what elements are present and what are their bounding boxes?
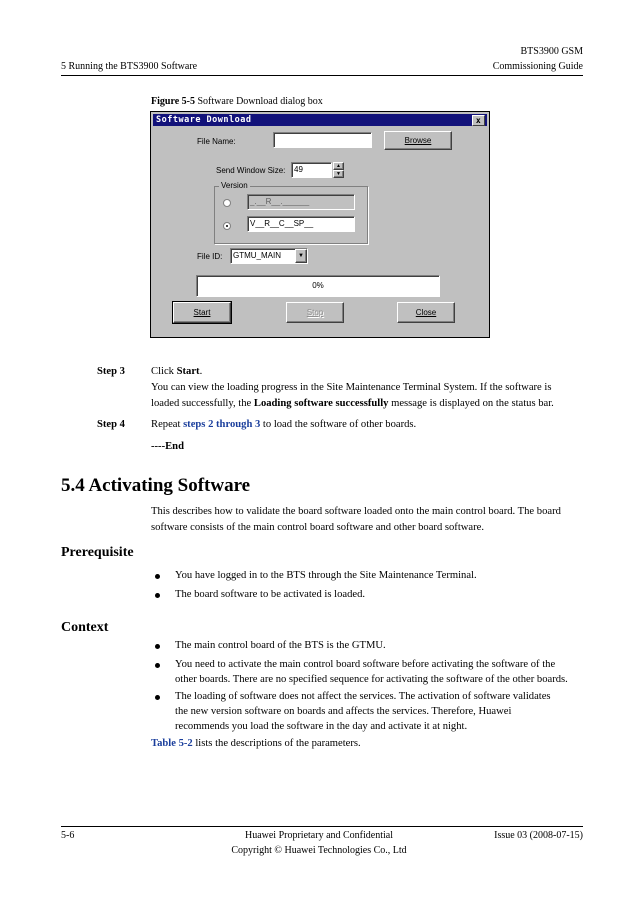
- step3-suffix: .: [199, 366, 203, 377]
- header-doc-title: Commissioning Guide: [492, 61, 583, 72]
- figure-caption-text: Software Download dialog box: [197, 96, 323, 107]
- version-group-label: Version: [221, 181, 248, 190]
- bullet-icon: [155, 663, 160, 668]
- send-window-size-label: Send Window Size:: [216, 166, 286, 175]
- section-intro-line2: software consists of the main control board software and other board software.: [151, 522, 485, 533]
- spin-down-button[interactable]: ▼: [333, 170, 344, 178]
- spin-up-button[interactable]: ▲: [333, 162, 344, 170]
- figure-label: Figure 5-5: [151, 96, 195, 107]
- send-window-size-value: 49: [294, 165, 303, 174]
- header-product: BTS3900 GSM: [520, 46, 583, 57]
- close-icon[interactable]: x: [472, 115, 485, 126]
- step4-prefix: Repeat: [151, 419, 184, 430]
- table-link[interactable]: Table 5-2: [151, 738, 193, 749]
- chevron-down-icon[interactable]: ▼: [295, 249, 307, 263]
- file-name-label: File Name:: [197, 137, 236, 146]
- software-download-dialog: [150, 111, 490, 338]
- context-item-1: The main control board of the BTS is the GTMU.: [175, 640, 386, 651]
- file-id-select[interactable]: [230, 248, 308, 264]
- context-heading: Context: [61, 620, 109, 635]
- stop-button-label: Stop: [306, 308, 324, 317]
- step3-text: [151, 364, 202, 380]
- context-item-3-line1: The loading of software does not affect the services. The activation of software validates: [175, 691, 551, 702]
- step3-bold: Start: [176, 366, 200, 377]
- header-rule: [61, 75, 583, 76]
- footer-copyright: Copyright © Huawei Technologies Co., Ltd: [231, 845, 407, 856]
- step3-label: Step 3: [97, 366, 125, 377]
- version1-value: _.__R__.______: [250, 197, 310, 206]
- section-title: 5.4 Activating Software: [61, 475, 251, 496]
- close-button-label: Close: [415, 308, 437, 317]
- bullet-icon: [155, 574, 160, 579]
- dialog-title: Software Download: [156, 115, 252, 125]
- version1-input[interactable]: [247, 194, 355, 210]
- file-id-label: File ID:: [197, 252, 223, 261]
- prerequisite-heading: Prerequisite: [61, 545, 134, 560]
- bullet-icon: [155, 593, 160, 598]
- step4-label: Step 4: [97, 419, 125, 430]
- step3-line2-prefix: loaded successfully, the: [151, 398, 254, 409]
- start-button[interactable]: [173, 302, 231, 323]
- context-item-2-line2: other boards. There are no specified sequence for activating the software of the other boards.: [175, 674, 568, 685]
- progress-text: 0%: [312, 281, 324, 290]
- file-name-input[interactable]: [273, 132, 372, 148]
- dialog-titlebar: [153, 114, 487, 126]
- end-marker: ----End: [151, 441, 184, 452]
- step4-text: [151, 417, 416, 433]
- prerequisite-item-1: You have logged in to the BTS through the Site Maintenance Terminal.: [175, 570, 477, 581]
- step4-suffix: to load the software of other boards.: [260, 419, 417, 430]
- steps-link[interactable]: steps 2 through 3: [183, 419, 261, 430]
- footer-page-number: 5-6: [61, 830, 75, 841]
- table-ref-suffix: lists the descriptions of the parameters.: [192, 738, 361, 749]
- footer-rule: [61, 826, 583, 827]
- step3-prefix: Click: [151, 366, 177, 377]
- context-item-3-line3: recommends you load the software in the day and activate it at night.: [175, 721, 468, 732]
- progress-bar: [196, 275, 440, 297]
- browse-button[interactable]: [384, 131, 452, 150]
- close-button[interactable]: [397, 302, 455, 323]
- figure-caption: [151, 94, 323, 110]
- step3-line2-bold: Loading software successfully: [253, 398, 389, 409]
- send-window-size-input[interactable]: [291, 162, 332, 178]
- step3-line2-suffix: message is displayed on the status bar.: [388, 398, 554, 409]
- step3-line1: You can view the loading progress in the Site Maintenance Terminal System. If the software is: [151, 382, 552, 393]
- version2-input[interactable]: [247, 216, 355, 232]
- bullet-icon: [155, 695, 160, 700]
- start-button-label: Start: [193, 308, 211, 317]
- browse-button-label: Browse: [404, 136, 432, 145]
- version1-radio[interactable]: [223, 199, 231, 207]
- file-id-value: GTMU_MAIN: [233, 251, 281, 260]
- header-chapter: 5 Running the BTS3900 Software: [61, 61, 198, 72]
- context-item-3-line2: the new version software on boards and affects the services. Therefore, Huawei: [175, 706, 512, 717]
- version2-radio[interactable]: [223, 222, 231, 230]
- footer-confidential: Huawei Proprietary and Confidential: [244, 830, 393, 841]
- table-reference: [151, 736, 361, 752]
- footer-issue: Issue 03 (2008-07-15): [494, 830, 583, 841]
- context-item-2-line1: You need to activate the main control board software before activating the software of the: [175, 659, 556, 670]
- prerequisite-item-2: The board software to be activated is loaded.: [175, 589, 366, 600]
- bullet-icon: [155, 644, 160, 649]
- version2-value: V__R__C__SP__: [250, 219, 314, 228]
- stop-button[interactable]: [286, 302, 344, 323]
- section-intro-line1: This describes how to validate the board software loaded onto the main control board. The board: [151, 506, 561, 517]
- step3-line2: [151, 396, 554, 412]
